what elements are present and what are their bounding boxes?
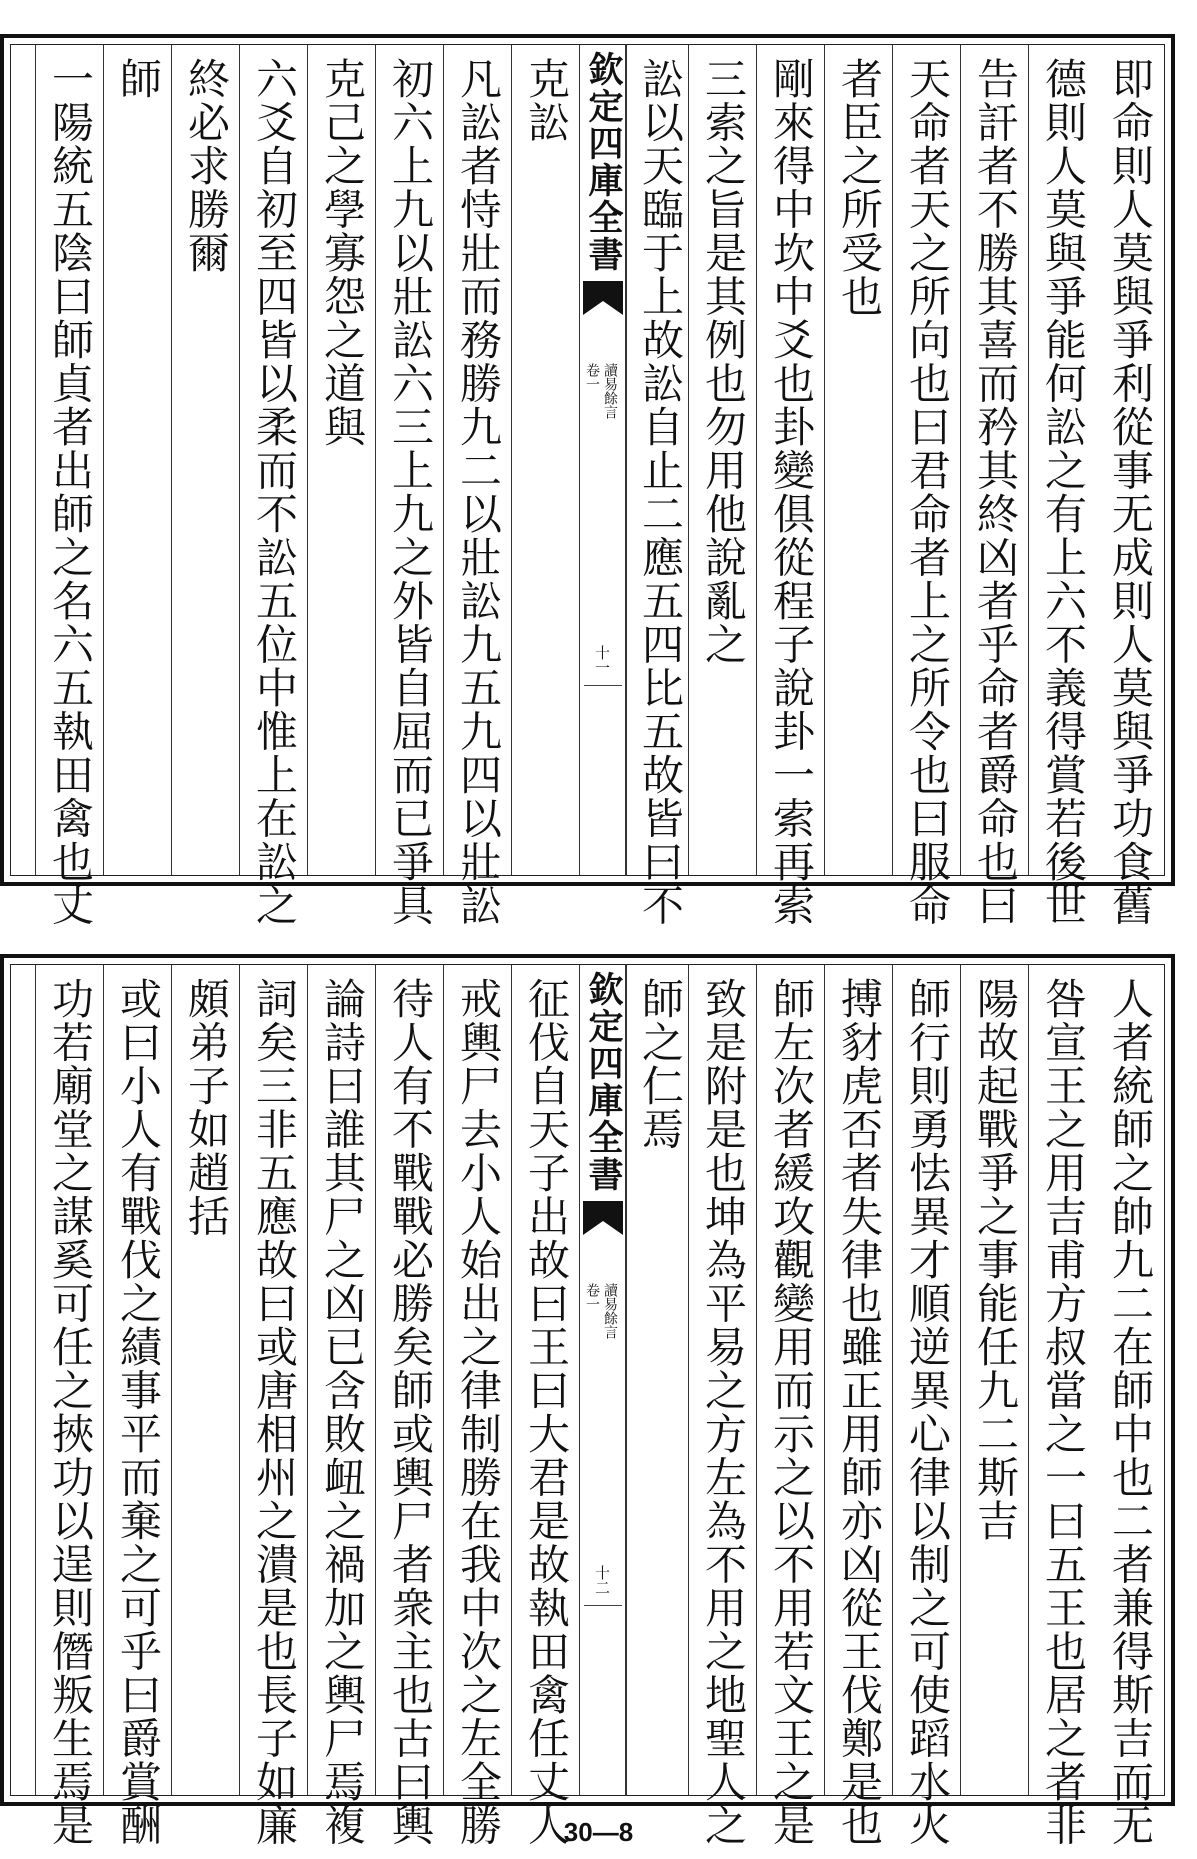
text-column (443, 965, 511, 1847)
text-column (35, 45, 103, 927)
text-column (375, 45, 443, 927)
text-column (824, 965, 892, 1847)
column-text: 陽故起戰爭之事能任九二斯吉 (971, 977, 1020, 1543)
column-text: 凡訟者恃壯而務勝九二以壯訟九五九四以壯訟 (454, 57, 503, 927)
text-column (1096, 45, 1164, 927)
leaf-number: 十二 (593, 1565, 611, 1595)
text-column (960, 965, 1028, 1795)
text-column (171, 965, 239, 1795)
column-text: 征伐自天子出故曰王曰大君是故執田禽任丈人 (522, 977, 571, 1847)
text-column (443, 45, 511, 927)
column-text: 師 (114, 57, 163, 101)
column-text: 頗弟子如趙括 (182, 977, 231, 1238)
page-panel-top (0, 34, 1175, 927)
column-text: 三索之旨是其例也勿用他說亂之 (699, 57, 748, 666)
column-text: 克訟 (522, 57, 571, 144)
center-fold (579, 965, 627, 1795)
column-text: 功若廟堂之謀奚可任之挾功以逞則僭叛生焉是 (46, 977, 95, 1847)
text-column (239, 965, 307, 1847)
text-column (688, 45, 756, 875)
text-column (511, 45, 579, 875)
text-column (625, 965, 693, 1795)
text-column (375, 965, 443, 1847)
text-column (1028, 965, 1096, 1847)
text-column (824, 45, 892, 875)
column-text: 一陽統五陰曰師貞者出師之名六五執田禽也丈 (46, 57, 95, 927)
text-column (756, 45, 824, 927)
column-text: 待人有不戰戰必勝矣師或輿尸者衆主也古曰輿 (386, 977, 435, 1847)
column-text: 搏豺虎否者失律也雖正用師亦凶從王伐鄭是也 (835, 977, 884, 1847)
text-column (960, 45, 1028, 927)
leaf-number: 十一 (593, 645, 611, 675)
text-column (171, 45, 239, 875)
column-text: 終必求勝爾 (182, 57, 231, 275)
book-title: 欽定四庫全書 (583, 51, 624, 273)
column-text: 或曰小人有戰伐之績事平而棄之可乎曰爵賞酬 (114, 977, 163, 1847)
center-fold (579, 45, 627, 875)
divider (584, 1605, 622, 1606)
text-column (1028, 45, 1096, 927)
text-column (307, 965, 375, 1847)
column-text: 告訐者不勝其喜而矜其終凶者乎命者爵命也曰 (971, 57, 1020, 927)
column-text: 論詩曰誰其尸之凶已含敗衄之禍加之輿尸焉複 (318, 977, 367, 1847)
divider (584, 685, 622, 686)
text-column (892, 965, 960, 1847)
column-text: 人者統師之帥九二在師中也二者兼得斯吉而无 (1106, 977, 1155, 1847)
column-text: 初六上九以壯訟六三上九之外皆自屈而已爭具 (386, 57, 435, 927)
text-column (307, 45, 375, 875)
column-text: 克己之學寡怨之道與 (318, 57, 367, 449)
text-column (688, 965, 756, 1847)
volume-label: 卷一 (584, 1283, 600, 1311)
page-number: 30—8 (563, 1817, 634, 1847)
column-text: 天命者天之所向也曰君命者上之所令也曰服命 (903, 57, 952, 927)
book-subtitle: 讀易餘言 (602, 363, 618, 419)
text-column (625, 45, 693, 927)
text-column (103, 45, 171, 875)
text-column (511, 965, 579, 1847)
column-text: 師左次者緩攻觀變用而示之以不用若文王之是 (767, 977, 816, 1847)
text-column (756, 965, 824, 1847)
book-title: 欽定四庫全書 (583, 971, 624, 1193)
column-text: 師之仁焉 (636, 977, 685, 1151)
column-text: 剛來得中坎中爻也卦變俱從程子說卦一索再索 (767, 57, 816, 927)
column-text: 詞矣三非五應故曰或唐相州之潰是也長子如廉 (250, 977, 299, 1847)
fish-tail-mark-icon (583, 1201, 623, 1245)
text-column (35, 965, 103, 1847)
column-text: 者臣之所受也 (835, 57, 884, 318)
page-frame (10, 44, 1165, 927)
text-column (1096, 965, 1164, 1847)
text-column (239, 45, 307, 927)
column-text: 六爻自初至四皆以柔而不訟五位中惟上在訟之 (250, 57, 299, 927)
text-column (892, 45, 960, 927)
book-subtitle: 讀易餘言 (602, 1283, 618, 1339)
fish-tail-mark-icon (583, 281, 623, 325)
volume-label: 卷一 (584, 363, 600, 391)
column-text: 德則人莫與爭能何訟之有上六不義得賞若後世 (1039, 57, 1088, 927)
column-text: 師行則勇怯異才順逆異心律以制之可使蹈水火 (903, 977, 952, 1847)
column-text: 咎宣王之用吉甫方叔當之一曰五王也居之者非 (1039, 977, 1088, 1847)
column-text: 戒輿尸去小人始出之律制勝在我中次之左全勝 (454, 977, 503, 1847)
text-column (103, 965, 171, 1847)
column-text: 即命則人莫與爭利從事无成則人莫與爭功食舊 (1106, 57, 1155, 927)
column-text: 致是附是也坤為平易之方左為不用之地聖人之 (699, 977, 748, 1847)
column-text: 訟以天臨于上故訟自止二應五四比五故皆曰不 (636, 57, 685, 927)
